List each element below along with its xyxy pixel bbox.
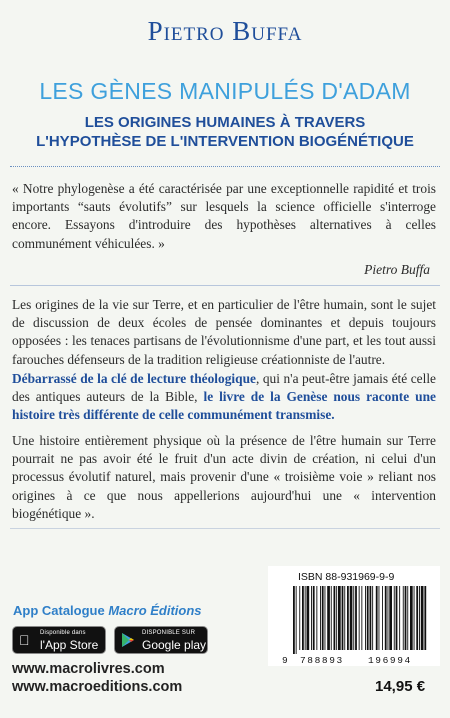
barcode-first-digit: 9 <box>282 655 290 666</box>
barcode-bar <box>388 586 389 650</box>
divider-middle <box>10 285 440 286</box>
barcode-left-digits: 788893 <box>300 655 344 666</box>
barcode-bar <box>414 586 415 650</box>
barcode-bar <box>334 586 336 650</box>
app-catalogue-label <box>13 603 202 618</box>
website-macrolivres[interactable]: www.macrolivres.com <box>12 661 165 677</box>
book-title: LES GÈNES MANIPULÉS D'ADAM <box>39 78 411 104</box>
barcode-bar <box>394 586 395 650</box>
barcode-bar <box>410 586 413 650</box>
barcode-bar <box>389 586 392 650</box>
barcode-bar <box>359 586 360 650</box>
price: 14,95 € <box>375 678 426 695</box>
paragraph-genese-text: , qui n'a peut-être jamais été celle des antiques auteurs de la Bible, <box>12 371 437 405</box>
barcode-bar <box>416 586 418 650</box>
barcode-bar <box>344 586 345 650</box>
barcode-bar <box>350 586 353 650</box>
app-store-small-text: Disponible dans <box>40 630 86 636</box>
app-store-big-text: l'App Store <box>40 638 99 652</box>
barcode-bar <box>327 586 330 650</box>
catalogue-prefix: App Catalogue <box>13 603 109 618</box>
barcode-bar <box>305 586 306 650</box>
barcode-bar <box>382 586 383 650</box>
barcode-bar <box>322 586 324 650</box>
barcode-bar <box>331 586 332 650</box>
barcode-bar <box>338 586 341 650</box>
website-macroeditions[interactable]: www.macroeditions.com <box>12 679 183 695</box>
paragraph-origins: Les origines de la vie sur Terre, et en particulier de l'être humain, sont le sujet de discussion de deux écoles de pensée dominantes et depuis toujours opposées : les tenaces partisans de l'évolutionnisme d'une part, et les tout aussi farouches défenseurs de la tradition religieuse créationniste de l'autre. <box>12 297 436 367</box>
barcode-bar <box>320 586 321 650</box>
barcode-bar <box>316 586 317 650</box>
barcode-bar <box>399 586 400 650</box>
google-play-small-text: DISPONIBLE SUR <box>142 630 196 636</box>
paragraph-genese <box>12 370 436 425</box>
barcode-bar <box>407 586 408 650</box>
barcode-bar <box>403 586 404 650</box>
barcode-bar <box>347 586 349 650</box>
barcode-bar <box>336 586 337 650</box>
barcode-bar <box>367 586 369 650</box>
barcode-bar <box>396 586 398 650</box>
barcode-bar <box>307 586 310 650</box>
barcode-bar <box>325 586 326 650</box>
barcode-bar <box>365 586 366 650</box>
barcode-bar <box>313 586 315 650</box>
quote-text: « Notre phylogenèse a été caractérisée par une exceptionnelle rapidité et trois importants “sauts évolutifs” sur lesquels la science officielle s'interroge encore. Essayons d'introduire des hypothèses alternatives à celles communément véhiculées. » <box>12 181 436 251</box>
barcode-right-digits: 196994 <box>368 655 412 666</box>
divider-top <box>10 166 440 167</box>
app-store-badge[interactable] <box>12 626 106 654</box>
barcode-bar <box>376 586 378 650</box>
barcode-bar <box>421 586 424 650</box>
apple-icon <box>19 632 30 648</box>
google-play-icon <box>121 632 135 651</box>
subtitle-line-1: LES ORIGINES HUMAINES À TRAVERS <box>84 114 366 131</box>
divider-bottom <box>10 528 440 529</box>
barcode-bar <box>370 586 372 650</box>
quote-author: Pietro Buffa <box>364 262 430 277</box>
paragraph-troisieme-voie: Une histoire entièrement physique où la présence de l'être humain sur Terre pourrait ne pas avoir été le fruit d'un acte divin de création, ni celui d'un processus évolutif naturel, mais provenir d'une « troisième voie » reliant nos origines à ce que nous appellerions aujourd'hui une « intervention biogénétique ». <box>12 433 436 521</box>
barcode-bar <box>385 586 387 650</box>
barcode-bar <box>424 586 426 650</box>
barcode-bar <box>299 586 300 650</box>
subtitle-line-2: L'HYPOTHÈSE DE L'INTERVENTION BIOGÉNÉTIQUE <box>36 133 414 150</box>
google-play-big-text: Google play <box>142 638 207 652</box>
barcode-bar <box>311 586 312 650</box>
isbn-number: ISBN 88-931969-9-9 <box>298 571 395 583</box>
barcode-graphic <box>291 586 431 656</box>
author-name: Pietro Buffa <box>147 16 303 46</box>
barcode-bar <box>293 586 295 654</box>
barcode-bar <box>296 586 297 654</box>
barcode-bar <box>405 586 407 650</box>
barcode-bar <box>353 586 354 650</box>
highlight-theologique: Débarrassé de la clé de lecture théologique <box>12 371 256 386</box>
barcode-bar <box>302 586 304 650</box>
barcode-bar <box>372 586 373 650</box>
highlight-genese: le livre de la Genèse nous raconte une histoire très différente de celle communément transmise. <box>12 389 436 423</box>
barcode-bar <box>342 586 344 650</box>
catalogue-brand: Macro Éditions <box>108 603 202 618</box>
barcode-bar <box>419 586 420 650</box>
google-play-badge[interactable] <box>114 626 208 654</box>
barcode-bar <box>355 586 357 650</box>
barcode-bar <box>361 586 362 650</box>
book-subtitle <box>0 113 450 151</box>
barcode-bar <box>379 586 380 650</box>
